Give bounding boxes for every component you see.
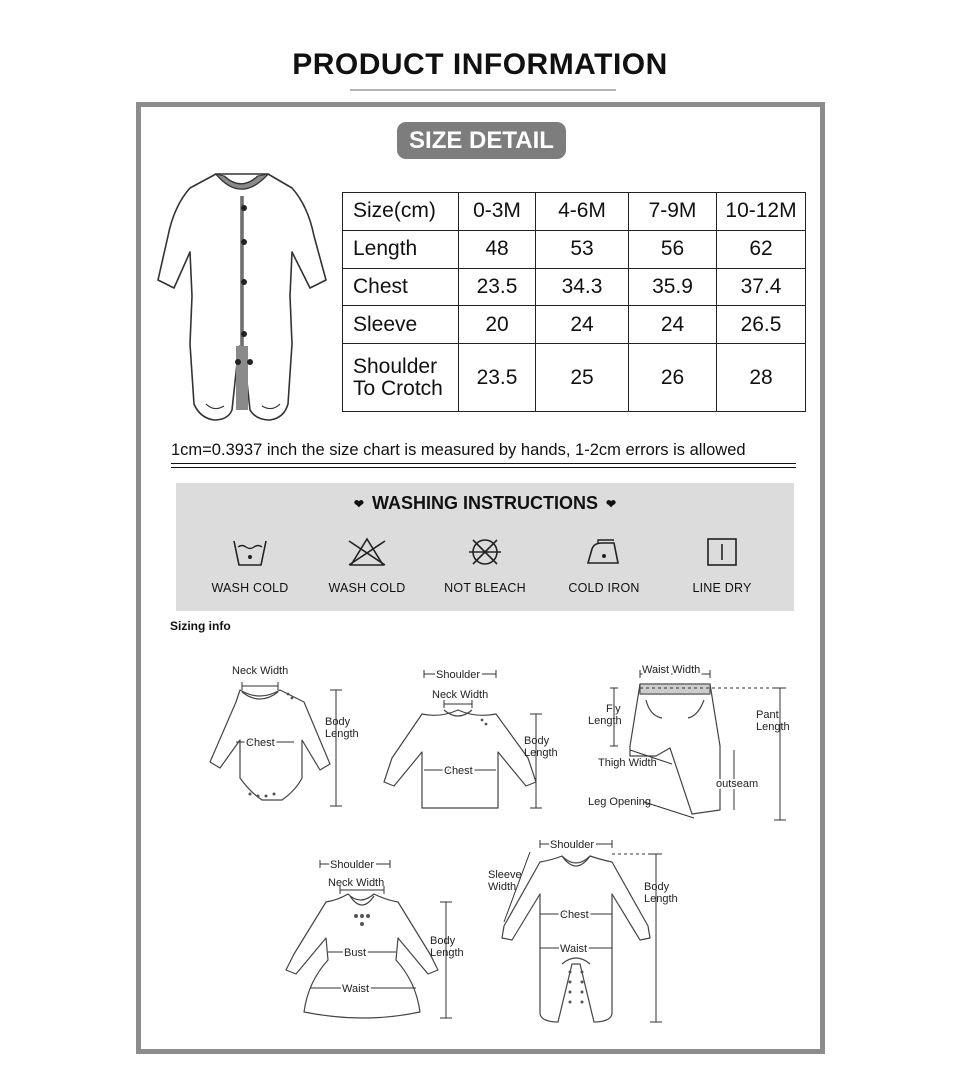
heart-icon: ❤ bbox=[353, 497, 364, 511]
waist-label: Waist bbox=[342, 983, 370, 995]
page-title: PRODUCT INFORMATION bbox=[292, 48, 668, 81]
table-row bbox=[343, 230, 806, 268]
chest-label: Chest bbox=[444, 765, 473, 777]
shoulder-label: Shoulder bbox=[330, 859, 375, 871]
wash-item-label: NOT BLEACH bbox=[444, 581, 526, 595]
shoulder-label: Shoulder bbox=[436, 669, 481, 681]
table-cell: 35.9 bbox=[629, 268, 717, 306]
table-row bbox=[343, 306, 806, 344]
leg-opening-label: Leg Opening bbox=[588, 796, 651, 808]
neck-width-label: Neck Width bbox=[328, 877, 385, 889]
table-cell: 26 bbox=[629, 344, 717, 412]
no-tumble-icon bbox=[347, 535, 387, 569]
row-label: Chest bbox=[343, 268, 459, 306]
table-cell: 25 bbox=[536, 344, 629, 412]
fly-length-label: Length bbox=[588, 715, 622, 727]
tshirt-measure-diagram bbox=[378, 662, 568, 817]
pant-length-label: Length bbox=[756, 721, 790, 733]
table-cell: 24 bbox=[629, 306, 717, 344]
washing-title-text: WASHING INSTRUCTIONS bbox=[371, 493, 598, 513]
chest-label: Chest bbox=[246, 737, 275, 749]
measurement-note: 1cm=0.3937 inch the size chart is measured by hands, 1-2cm errors is allowed bbox=[171, 441, 746, 459]
table-cell: 34.3 bbox=[536, 268, 629, 306]
outseam-label: outseam bbox=[716, 778, 759, 790]
table-cell: 37.4 bbox=[717, 268, 806, 306]
table-cell: 24 bbox=[536, 306, 629, 344]
wash-cold-icon bbox=[230, 535, 270, 569]
no-bleach-icon bbox=[465, 535, 505, 569]
table-cell: 62 bbox=[717, 230, 806, 268]
table-row bbox=[343, 268, 806, 306]
dress-measure-diagram bbox=[270, 852, 470, 1030]
table-cell: 23.5 bbox=[459, 344, 536, 412]
row-label bbox=[343, 344, 459, 412]
waist-width-label: Waist Width bbox=[642, 664, 701, 676]
bust-label: Bust bbox=[344, 947, 367, 959]
thigh-width-label: Thigh Width bbox=[598, 757, 657, 769]
wash-item-label: COLD IRON bbox=[568, 581, 640, 595]
wash-item-label: LINE DRY bbox=[692, 581, 752, 595]
note-divider bbox=[171, 467, 796, 468]
table-header-cell: Size(cm) bbox=[343, 193, 459, 231]
pant-length-label: Pant bbox=[756, 709, 779, 721]
sleeve-width-label: Sleeve bbox=[488, 869, 522, 881]
shoulder-label: Shoulder bbox=[550, 839, 595, 851]
wash-item bbox=[308, 535, 426, 595]
table-header-cell: 7-9M bbox=[629, 193, 717, 231]
size-table bbox=[342, 192, 806, 412]
table-header-cell: 0-3M bbox=[459, 193, 536, 231]
table-cell: 23.5 bbox=[459, 268, 536, 306]
waist-label: Waist bbox=[560, 943, 588, 955]
sizing-info-title: Sizing info bbox=[170, 619, 231, 633]
body-length-label: Body bbox=[325, 716, 351, 728]
body-length-label: Body bbox=[524, 735, 550, 747]
body-length-label: Body bbox=[644, 881, 670, 893]
table-cell: 48 bbox=[459, 230, 536, 268]
washing-title bbox=[176, 493, 794, 514]
table-row bbox=[343, 344, 806, 412]
body-length-label: Length bbox=[325, 728, 359, 740]
fly-length-label: Fly bbox=[606, 703, 621, 715]
table-header-cell: 4-6M bbox=[536, 193, 629, 231]
cold-iron-icon bbox=[584, 535, 624, 569]
table-header-cell: 10-12M bbox=[717, 193, 806, 231]
wash-item-label: WASH COLD bbox=[211, 581, 289, 595]
jumpsuit-measure-diagram bbox=[484, 834, 700, 1030]
row-label: Length bbox=[343, 230, 459, 268]
bodysuit-measure-diagram bbox=[184, 660, 374, 820]
neck-width-label: Neck Width bbox=[432, 689, 489, 701]
body-length-label: Body bbox=[430, 935, 456, 947]
table-cell: 53 bbox=[536, 230, 629, 268]
table-cell: 28 bbox=[717, 344, 806, 412]
wash-item bbox=[191, 535, 309, 595]
chest-label: Chest bbox=[560, 909, 589, 921]
table-cell: 26.5 bbox=[717, 306, 806, 344]
body-length-label: Length bbox=[524, 747, 558, 759]
body-length-label: Length bbox=[430, 947, 464, 959]
washing-panel bbox=[176, 483, 794, 611]
note-divider bbox=[171, 463, 796, 464]
heart-icon: ❤ bbox=[606, 497, 617, 511]
row-label-line: To Crotch bbox=[353, 376, 443, 400]
title-underline bbox=[350, 89, 616, 91]
body-length-label: Length bbox=[644, 893, 678, 905]
row-label: Sleeve bbox=[343, 306, 459, 344]
wash-item bbox=[545, 535, 663, 595]
size-table-header-row bbox=[343, 193, 806, 231]
wash-item bbox=[663, 535, 781, 595]
line-dry-icon bbox=[702, 535, 742, 569]
romper-illustration bbox=[154, 166, 334, 426]
wash-item bbox=[426, 535, 544, 595]
table-cell: 56 bbox=[629, 230, 717, 268]
pants-measure-diagram bbox=[584, 660, 800, 830]
sleeve-width-label: Width bbox=[488, 881, 517, 893]
table-cell: 20 bbox=[459, 306, 536, 344]
row-label-line: Shoulder bbox=[353, 354, 438, 378]
neck-width-label: Neck Width bbox=[232, 665, 289, 677]
size-detail-badge: SIZE DETAIL bbox=[397, 122, 566, 159]
wash-item-label: WASH COLD bbox=[328, 581, 406, 595]
